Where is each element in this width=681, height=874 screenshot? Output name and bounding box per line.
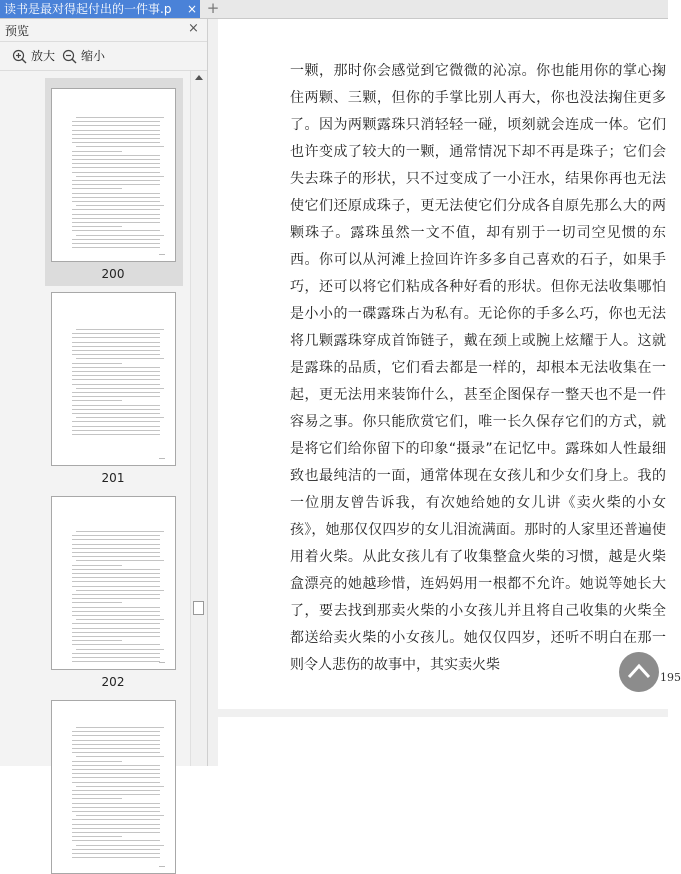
zoom-out-label: 缩小 <box>81 49 106 63</box>
thumbnail-text-line <box>72 803 160 804</box>
thumbnail-text-line <box>72 243 160 244</box>
thumbnail-page-number: 202 <box>101 675 125 689</box>
thumbnail-page-number: 200 <box>101 267 125 281</box>
thumbnail-text-line <box>72 384 160 385</box>
thumbnail-text-line <box>72 790 160 791</box>
thumbnail-text-line <box>76 417 164 418</box>
thumbnail-text-line <box>72 130 160 131</box>
thumbnail-text-line <box>72 230 160 231</box>
thumbnail-text-line <box>72 824 160 825</box>
thumbnail-page[interactable] <box>51 700 176 874</box>
thumbnail-text-line <box>72 849 160 850</box>
thumbnail-page-number: 201 <box>101 471 125 485</box>
tab-close-icon[interactable]: × <box>186 2 198 16</box>
thumbnail-text-line <box>72 773 160 774</box>
thumbnail-text-line <box>72 777 160 778</box>
thumbnail-text-line <box>72 740 160 741</box>
thumbnail-text-line <box>72 661 160 662</box>
thumbnail-text-line <box>72 644 160 645</box>
thumbnail-text-line <box>72 581 160 582</box>
thumbnail-text-line <box>72 209 160 210</box>
thumbnail-page[interactable] <box>51 292 176 466</box>
scroll-up-icon[interactable] <box>195 75 203 80</box>
preview-sidebar <box>0 19 208 766</box>
scrollbar-thumb[interactable] <box>193 601 204 615</box>
thumbnail-text-line <box>72 337 160 338</box>
tab-bar <box>0 0 668 19</box>
thumbnail-text-line <box>76 590 164 591</box>
thumbnail-text-line <box>72 434 160 435</box>
zoom-in-button[interactable] <box>12 48 58 64</box>
thumbnail-text-line <box>72 400 122 401</box>
thumbnail-text-line <box>72 363 122 364</box>
thumbnail-text-line <box>72 167 160 168</box>
tab-title: 读书是最对得起付出的一件事.p <box>4 2 172 16</box>
thumbnail-text-line <box>72 819 160 820</box>
thumbnail-text-line <box>72 769 160 770</box>
thumbnail-text-line <box>76 727 164 728</box>
thumbnail-text-line <box>72 811 160 812</box>
zoom-in-icon <box>12 49 27 64</box>
thumbnail-text-line <box>72 836 122 837</box>
thumbnail-text-line <box>76 117 164 118</box>
thumbnail-footer-mark <box>159 662 165 663</box>
thumbnail-text-line <box>72 239 160 240</box>
thumbnail-text-line <box>72 598 160 599</box>
thumbnail-text-line <box>72 615 160 616</box>
thumbnail-text-line <box>72 653 160 654</box>
thumbnail-text-line <box>72 222 160 223</box>
thumbnail-text-line <box>72 544 160 545</box>
chevron-up-icon <box>627 662 651 680</box>
thumbnail-text-line <box>76 845 164 846</box>
next-document-page <box>218 717 668 766</box>
thumbnail-text-line <box>72 640 122 641</box>
thumbnail-text-line <box>72 611 160 612</box>
thumbnail-text-line <box>76 815 164 816</box>
thumbnail-text-line <box>72 744 160 745</box>
zoom-in-label: 放大 <box>31 49 56 63</box>
thumbnail-scrollbar[interactable] <box>190 71 207 766</box>
back-to-top-button[interactable] <box>619 652 659 692</box>
thumbnail-text-line <box>72 375 160 376</box>
thumbnail-text-line <box>72 607 160 608</box>
zoom-out-button[interactable] <box>62 48 108 64</box>
thumbnail-text-line <box>72 346 160 347</box>
thumbnail-text-line <box>72 121 160 122</box>
thumbnail-text-line <box>72 201 160 202</box>
thumbnail-footer-mark <box>159 254 165 255</box>
thumbnail-page[interactable] <box>51 88 176 262</box>
thumbnail-text-line <box>72 573 160 574</box>
thumbnail-text-line <box>72 602 122 603</box>
thumbnail-text-line <box>72 159 160 160</box>
thumbnail-text-line <box>72 586 160 587</box>
thumbnail-text-line <box>72 794 160 795</box>
thumbnail-text-line <box>72 535 160 536</box>
thumbnail-text-line <box>72 354 160 355</box>
thumbnail-text-line <box>72 623 160 624</box>
thumbnail-text-line <box>72 125 160 126</box>
thumbnail-text-line <box>72 748 160 749</box>
thumbnail-text-line <box>72 594 160 595</box>
thumbnail-text-line <box>76 786 164 787</box>
thumbnail-text-line <box>72 565 122 566</box>
thumbnail-text-line <box>72 840 160 841</box>
sidebar-title: 预览 <box>5 24 30 38</box>
thumbnail-text-line <box>72 857 160 858</box>
document-viewer[interactable] <box>208 19 681 766</box>
thumbnail-text-line <box>72 761 122 762</box>
sidebar-toolbar <box>0 42 207 71</box>
thumbnail-text-line <box>72 636 160 637</box>
thumbnail-text-line <box>72 155 160 156</box>
thumbnail-list <box>0 71 190 766</box>
tab-document[interactable] <box>0 0 200 18</box>
thumbnail-text-line <box>72 151 122 152</box>
thumbnail-text-line <box>72 782 160 783</box>
thumbnail-text-line <box>72 163 160 164</box>
thumbnail-text-line <box>72 134 160 135</box>
thumbnail-text-line <box>76 619 164 620</box>
thumbnail-text-line <box>76 560 164 561</box>
thumbnail-text-line <box>72 396 160 397</box>
thumbnail-text-line <box>76 235 164 236</box>
thumbnail-text-line <box>72 657 160 658</box>
thumbnail-text-line <box>72 752 160 753</box>
thumbnail-text-line <box>76 358 164 359</box>
zoom-out-icon <box>62 49 77 64</box>
thumbnail-text-line <box>72 367 160 368</box>
thumbnail-footer-mark <box>159 458 165 459</box>
thumbnail-text-line <box>72 409 160 410</box>
page-body-text: 一颗，那时你会感觉到它微微的沁凉。你也能用你的掌心掬住两颗、三颗，但你的手掌比别人再大，你也没法掬住更多了。因为两颗露珠只消轻轻一碰，顷刻就会连成一体。它们也许变成了较大的一颗，通常情况下却不再是珠子；它们会失去珠子的形状，只不过变成了一小汪水，结果你再也无法使它们还原成珠子，更无法使它们分成各自原先那么大的两颗珠子。露珠虽然一文不值，却有别于一切司空见惯的东西。你可以从河滩上捡回许许多多自己喜欢的石子，如果手巧，还可以将它们粘成各种好看的形状。但你无法收集哪怕是小小的一碟露珠占为私有。无论你的手多么巧，你也无法将几颗露珠穿成首饰链子，戴在颈上或腕上炫耀于人。这就是露珠的品质，它们看去都是一样的，却根本无法收集在一起，更无法用来装饰什么，甚至企图保存一整天也不是一件容易之事。你只能欣赏它们，唯一长久保存它们的方式，就是将它们给你留下的印象“摄录”在记忆中。露珠如人性最细致也最纯洁的一面，通常体现在女孩儿和少女们身上。我的一位朋友曾告诉我，有次她给她的女儿讲《卖火柴的小女孩》，她那仅仅四岁的女儿泪流满面。那时的人家里还普遍使用着火柴。从此女孩儿有了收集整盒火柴的习惯，越是火柴盒漂亮的她越珍惜，连妈妈用一根都不允许。她说等她长大了，要去找到那卖火柴的小女孩儿并且将自己收集的火柴全都送给卖火柴的小女孩儿。她仅仅四岁，还听不明白在那一则令人悲伤的故事中，其实卖火柴 <box>290 63 666 673</box>
thumbnail-text-line <box>72 214 160 215</box>
thumbnail-text-line <box>72 569 160 570</box>
thumbnail-text-line <box>72 832 160 833</box>
thumbnail-page[interactable] <box>51 496 176 670</box>
thumbnail-text-line <box>72 138 160 139</box>
thumbnail-text-line <box>76 649 164 650</box>
thumbnail-text-line <box>72 548 160 549</box>
thumbnail-text-line <box>72 142 160 143</box>
thumbnail-text-line <box>72 172 160 173</box>
thumbnail-text-line <box>72 405 160 406</box>
document-page <box>218 19 681 709</box>
thumbnail-text-line <box>76 388 164 389</box>
sidebar-header <box>0 19 207 42</box>
thumbnail-text-line <box>72 765 160 766</box>
sidebar-close-icon[interactable]: × <box>188 21 199 36</box>
thumbnail-text-line <box>72 731 160 732</box>
thumbnail-text-line <box>72 539 160 540</box>
thumbnail-text-line <box>72 735 160 736</box>
thumbnail-text-line <box>72 421 160 422</box>
thumbnail-text-line <box>76 176 164 177</box>
thumbnail-text-line <box>72 188 122 189</box>
page-number: 195 <box>660 671 681 684</box>
thumbnail-text-line <box>76 146 164 147</box>
thumbnail-text-line <box>72 180 160 181</box>
new-tab-icon[interactable]: + <box>206 0 220 17</box>
thumbnail-text-line <box>76 205 164 206</box>
thumbnail-text-line <box>72 556 160 557</box>
thumbnail-text-line <box>76 329 164 330</box>
thumbnail-text-line <box>72 218 160 219</box>
thumbnail-text-line <box>72 371 160 372</box>
thumbnail-text-line <box>72 552 160 553</box>
thumbnail-text-line <box>72 413 160 414</box>
thumbnail-text-line <box>72 333 160 334</box>
thumbnail-footer-mark <box>159 866 165 867</box>
thumbnail-text-line <box>72 342 160 343</box>
thumbnail-text-line <box>72 197 160 198</box>
thumbnail-text-line <box>72 392 160 393</box>
thumbnail-text-line <box>72 798 122 799</box>
thumbnail-text-line <box>72 632 160 633</box>
thumbnail-text-line <box>72 577 160 578</box>
thumbnail-text-line <box>72 247 160 248</box>
thumbnail-text-line <box>72 379 160 380</box>
thumbnail-text-line <box>72 350 160 351</box>
thumbnail-text-line <box>72 193 160 194</box>
thumbnail-text-line <box>72 828 160 829</box>
thumbnail-text-line <box>72 430 160 431</box>
thumbnail-text-line <box>76 756 164 757</box>
thumbnail-text-line <box>72 853 160 854</box>
thumbnail-text-line <box>72 184 160 185</box>
thumbnail-text-line <box>72 226 122 227</box>
thumbnail-text-line <box>72 628 160 629</box>
thumbnail-text-line <box>76 531 164 532</box>
thumbnail-text-line <box>72 426 160 427</box>
thumbnail-text-line <box>72 807 160 808</box>
